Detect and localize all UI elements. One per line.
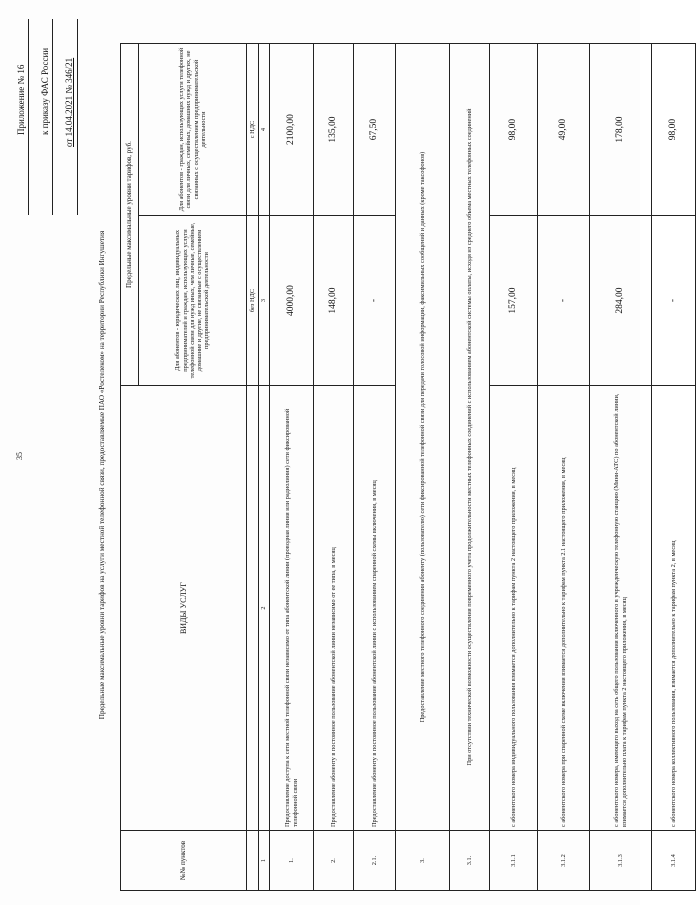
row-number: 3.1. [450, 831, 490, 891]
header-levels: Предельные максимальные уровни тарифов, руб. [121, 44, 139, 386]
header-services: ВИДЫ УСЛУГ [121, 386, 247, 831]
row-text: с абонентского номера, имеющего выход на сеть общего пользования включенного в учрежденческую телефонную станцию (Мини-АТС) по абонентской линии, взимается дополнительно плата к тарифам пункта 2 настоящего приложения, в месяц [590, 386, 652, 831]
tariff-legal: 284,00 [590, 216, 652, 386]
table-row [450, 44, 490, 891]
header-rule [28, 19, 29, 215]
table-row [396, 44, 450, 891]
row-number: 3.1.4 [652, 831, 696, 891]
index-cell: 4 [259, 44, 270, 216]
table-row [490, 44, 538, 891]
vat-included-label: с НДС [247, 44, 259, 216]
tariff-legal: 4000,00 [270, 216, 314, 386]
tariff-citizens: 2100,00 [270, 44, 314, 216]
index-cell: 1 [259, 831, 270, 891]
row-number: 2. [314, 831, 354, 891]
table-row [590, 44, 652, 891]
row-text: с абонентского номера при спаренной схеме включения взимается дополнительно к тарифам пункта 2.1 настоящего приложения, в месяц [538, 386, 590, 831]
tariff-citizens: 178,00 [590, 44, 652, 216]
header-rule [77, 19, 78, 215]
order-date: от 14.04.2021 № 346/21 [64, 57, 74, 147]
row-text: Предоставление доступа к сети местной телефонной связи независимо от типа абонентской линии (проводная линия или радиолиния) сети фиксированной телефонной связи [270, 386, 314, 831]
table-row [354, 44, 396, 891]
tariff-table [120, 43, 696, 891]
tariff-legal: 157,00 [490, 216, 538, 386]
table-row [314, 44, 354, 891]
row-text: Предоставление абоненту в постоянное пользование абонентской линии с использованием спаренной схемы включения, в месяц [354, 386, 396, 831]
page-number: 35 [15, 452, 24, 460]
header-rule [52, 19, 53, 215]
row-number: 3.1.3 [590, 831, 652, 891]
tariff-legal: 148,00 [314, 216, 354, 386]
table-row [270, 44, 314, 891]
table-row [538, 44, 590, 891]
index-cell: 2 [259, 386, 270, 831]
tariff-legal: - [538, 216, 590, 386]
row-number: 3.1.2 [538, 831, 590, 891]
tariff-citizens: 98,00 [490, 44, 538, 216]
tariff-citizens: 49,00 [538, 44, 590, 216]
appendix-label: Приложение № 16 [16, 64, 26, 135]
row-number: 3. [396, 831, 450, 891]
header-citizens: Для абонентов - граждан, использующих услуги телефонной связи для личных, семейных, домашних нужд и других, не связанных с осуществлением предпринимательской деятельности [139, 44, 247, 216]
tariff-legal: - [354, 216, 396, 386]
row-number: 2.1. [354, 831, 396, 891]
tariff-citizens: 98,00 [652, 44, 696, 216]
row-text: с абонентского номера коллективного пользования, взимается дополнительно к тарифам пункта 2, в месяц [652, 386, 696, 831]
table-row [652, 44, 696, 891]
tariff-legal: - [652, 216, 696, 386]
row-text: Предоставление местного телефонного соединения абоненту (пользователю) сети фиксированной телефонной связи для передачи голосовой информации, факсимильных сообщений и данных (кроме таксофонов) [396, 44, 450, 831]
row-number: 3.1.1 [490, 831, 538, 891]
document-title: Предельные максимальные уровни тарифов на услуги местной телефонной связи, предоставляемые ПАО «Ростелеком» на территории Республики Ингушетия [98, 230, 106, 720]
vat-excluded-label: без НДС [247, 216, 259, 386]
row-text: Предоставление абоненту в постоянное пользование абонентской линии независимо от ее типа, в месяц [314, 386, 354, 831]
header-number: №№ пунктов [121, 831, 247, 891]
row-text: с абонентского номера индивидуального пользования взимается дополнительно к тарифам пункта 2 настоящего приложения, в месяц [490, 386, 538, 831]
row-text: При отсутствии технической возможности осуществления повременного учета продолжительности местных телефонных соединений с использованием абонентской системы оплаты, исходя из среднего объема местных телефонных соединений [450, 44, 490, 831]
header-legal-entities: Для абонентов - юридических лиц, индивидуальных предпринимателей и граждан, использующих услуги телефонной связи для нужд иных, чем личные, семейные, домашние и другие, не связанные с осуществлением предпринимательской деятельности [139, 216, 247, 386]
tariff-citizens: 135,00 [314, 44, 354, 216]
order-label: к приказу ФАС России [40, 47, 50, 135]
tariff-citizens: 67,50 [354, 44, 396, 216]
index-cell: 3 [259, 216, 270, 386]
row-number: 1. [270, 831, 314, 891]
